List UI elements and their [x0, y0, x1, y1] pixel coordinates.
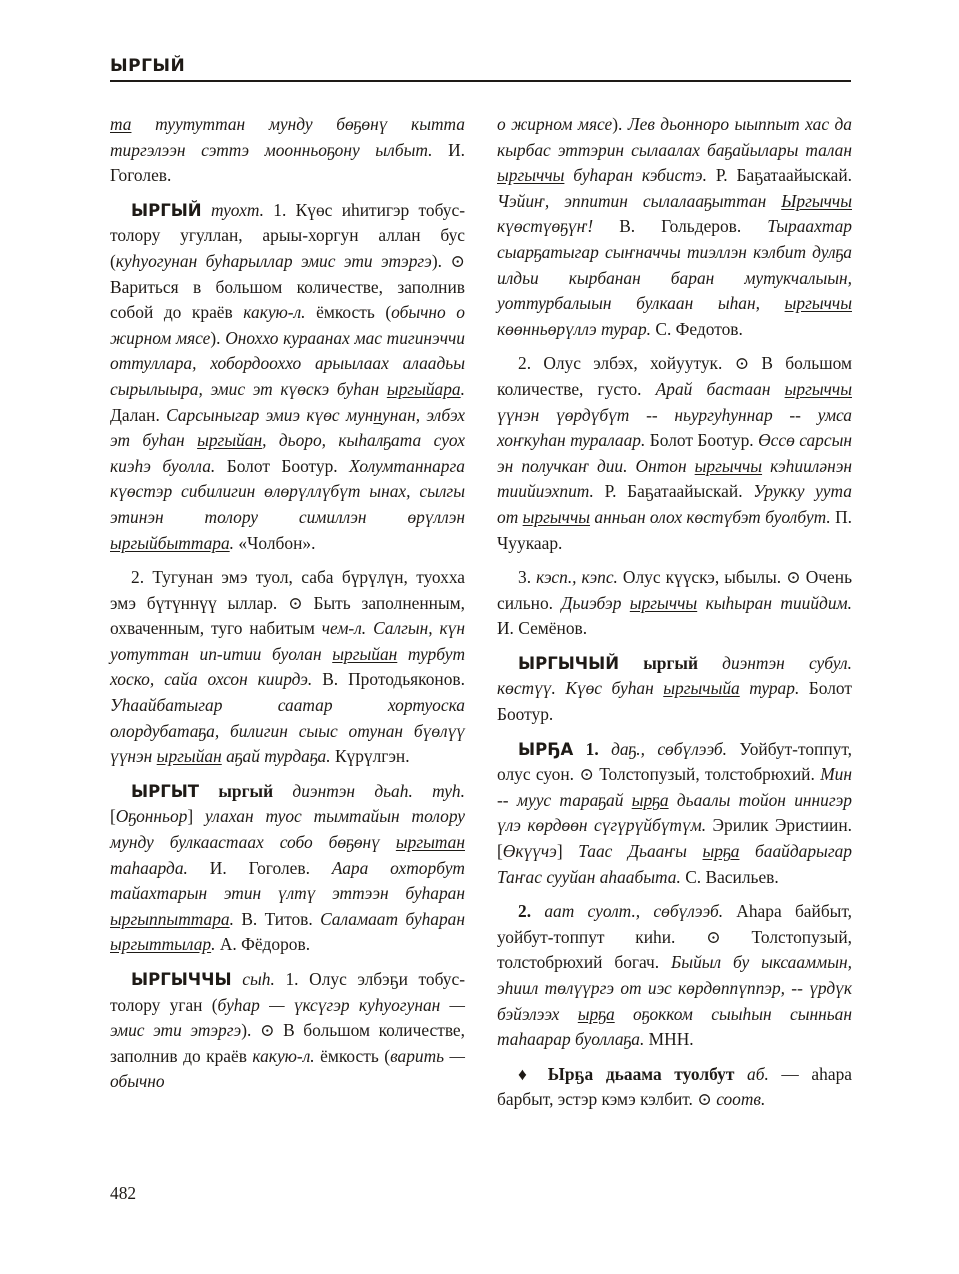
- right-column: [497, 112, 852, 1113]
- header-rule: [110, 80, 851, 82]
- entry-yrgychyi: ЫРГЫЧЫЙ ыргый диэнтэн субул. көстүү. Күөс буһан ыргычыйа турар. Болот Боотур.: [497, 652, 852, 725]
- entry-yrgychchy-continuation: о жирном мясе). Лев дьонноро ыыппыт хас да кырбас эттэрин сылаалах баҕайылары талан ыргыччы буһаран кэбистэ. Р. Баҕатаайыскай. Чэйиҥ, эппитин сылалааҕыттан Ыргыччы күөстүөҕүҥ! В. Гольдеров. Тыраахтар сыарҕатыгар сыҥначчы тиэллэн кэлбит дулҕа илдьи кырбанан баран мутукчалыын, уоттурбалыын булкаан ыһан, ыргыччы көөнньөрүллэ турар. С. Федотов.: [497, 114, 852, 339]
- entry-yrgychchy: ЫРГЫЧЧЫ сыһ. 1. Олус элбэҕи тобус-толору уган (буһар — үксүгэр куһуогунан — эмис эти этэргэ). ⊙ В большом количестве, заполнив до краёв какую-л. ёмкость (варить — обычно: [110, 969, 465, 1092]
- entry-yrgyt: ЫРГЫТ ыргый диэнтэн дьаһ. туһ. [Оҕонньор] улахан туос тымтайын толору мунду булкаастаах собо бөҕөнү ыргытан таһаарда. И. Гоголев. Аара охторбут тайахтарын этин үлтү эттээн буһаран ыргыппыттара. В. Титов. Саламаат буһаран ыргыттылар. А. Фёдоров.: [110, 780, 466, 955]
- entry-yrgyi: ЫРГЫЙ туохт. 1. Күөс иһитигэр тобус-толору угуллан, арыы-хоргун аллан бус (куһуогунан буһарыллар эмис эти этэргэ). ⊙ Вариться в большом количестве, заполнив собой до краёв какую-л. ёмкость (обычно о жирном мясе). Оноххо кураанах мас тигинэччи оттуллара, хобордооххо арыылаах алаадьы сырылыыра, эмис эт күөскэ буһан ыргыйара. Далан. Сарсыныгар эмиэ күөс муннунан, элбэх эт буһан ыргыйан, дьоро, кыһалҕата суох киэһэ буолла. Болот Боотур. Холумтаннарга күөстэр сибилигин өлөрүллүбүт ынах, сылгы этинэн толору симиллэн өрүллэн ыргыйбыттара. «Чолбон».: [110, 199, 466, 553]
- left-column: [110, 112, 465, 1095]
- running-head: ЫРГЫЙ: [110, 56, 186, 76]
- entry-yrgychchy-sense-3: 3. кэсп., кэпс. Олус күүскэ, ыбылы. ⊙ Очень сильно. Дьиэбэр ыргыччы кыһыран тиийдим. И. Семёнов.: [497, 567, 853, 639]
- idiom-yrga-dyaama: ♦ Ырҕа дьаама туолбут аб. — аһара барбыт, эстэр кэмэ кэлбит. ⊙ соотв.: [497, 1063, 852, 1110]
- page-number: 482: [110, 1183, 137, 1203]
- entry-yrgyi-sense-2: 2. Тугунан эмэ туол, саба бүрүлүн, туохха эмэ бүтүннүү ыллар. ⊙ Быть заполненным, охваченным, туго набитым чем-л. Салгын, күн уотуттан ип-итии буолан ыргыйан турбут хоско, сайа охсон киирдэ. В. Протодьяконов. Уһаайбатыгар саатар хортуоска олордубатаҕа, билигин сыыс отунан бүөлүү үүнэн ыргыйан аҕай турдаҕа. Күрүлгэн.: [110, 567, 466, 767]
- entry-yrga-sense-2: 2. аат суолт., сөбүлээб. Аһара байбыт, уойбут-топпут киһи. ⊙ Толстопузый, толстобрюхий богач. Быйыл бу ыксааммын, эһиил төлүүргэ от иэс көрдөппүппэр, -- үрдүк бэйэлээх ырҕа оҕокком сыыһын сынньан таһаарар буоллаҕа. МНН.: [497, 901, 852, 1050]
- entry-yrga: ЫРҔА 1. даҕ., сөбүлээб. Уойбут-топпут, олус суон. ⊙ Толстопузый, толстобрюхий. Мин -- муус тараҕай ырҕа дьаалы тойон иннигэр үлэ көрдөөн сүгүрүйбүтүм. Эрилик Эристиин. [Өкүүчэ] Таас Дьааҥы ырҕа баайдарыгар Таҥас сууйан аһаабыта. С. Васильев.: [497, 738, 852, 887]
- entry-continuation: та туутуттан мунду бөҕөнү кытта тиргэлээн сэттэ моонньоҕону ылбыт. И. Гоголев.: [110, 114, 465, 186]
- entry-yrgychchy-sense-2: 2. Олус элбэх, хойуутук. ⊙ В большом количестве, густо. Арай бастаан ыргыччы үүнэн үөрдүбүт -- ньургуһуннар -- умса хоҥкуһан туралаар. Болот Боотур. Өссө сарсын эн получкаҥ дии. Онтон ыргыччы кэһииләнэн тиийиэхпит. Р. Баҕатаайыскай. Урукку уута от ыргыччы анньан олох көстүбэт буолбут. П. Чуукаар.: [497, 353, 852, 553]
